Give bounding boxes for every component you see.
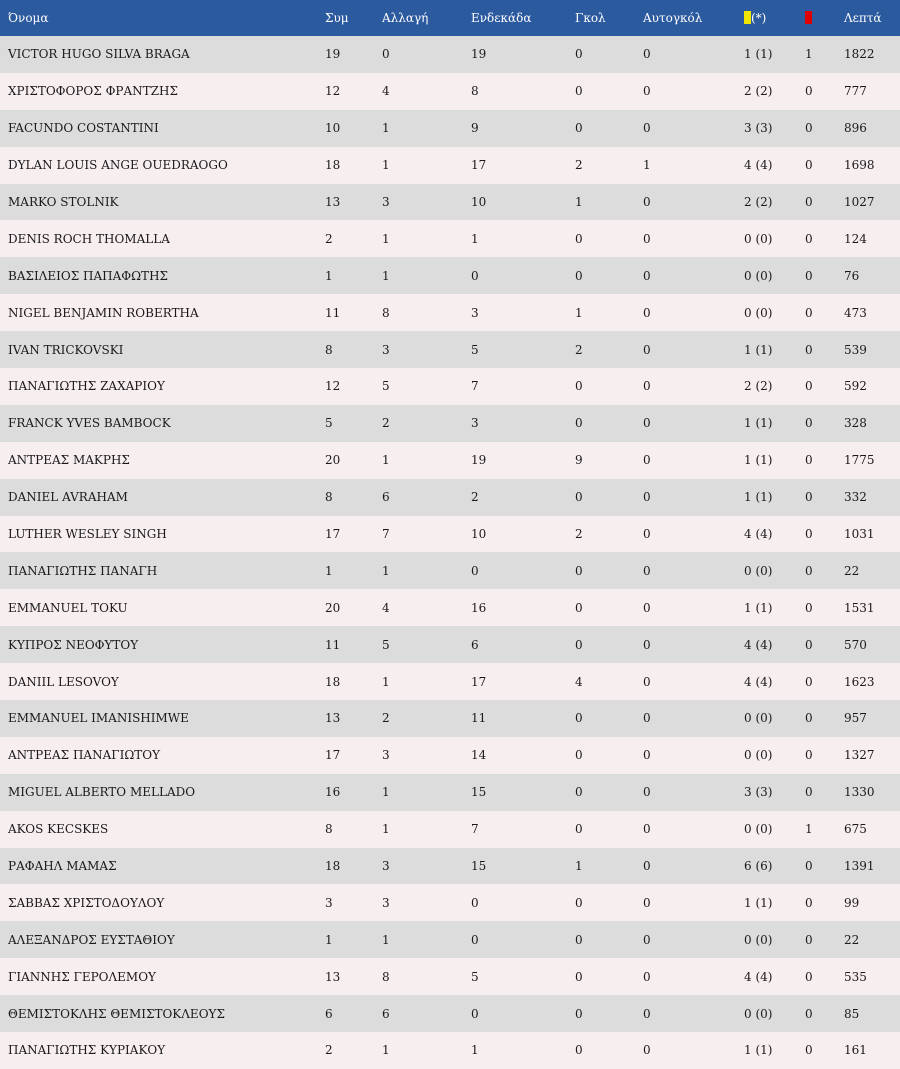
cell-goals: 9 <box>575 453 583 468</box>
table-row <box>0 737 900 774</box>
header-goals[interactable]: Γκολ <box>575 11 606 25</box>
cell-subs: 1 <box>382 822 390 837</box>
cell-subs: 8 <box>382 305 390 320</box>
header-minutes[interactable]: Λεπτά <box>844 11 882 25</box>
cell-red-cards: 0 <box>805 416 813 431</box>
table-row <box>0 884 900 921</box>
cell-subs: 2 <box>382 416 390 431</box>
cell-lineup: 5 <box>471 342 479 357</box>
table-row <box>0 995 900 1032</box>
cell-yellow-cards: 0 (0) <box>744 563 773 578</box>
cell-subs: 1 <box>382 1043 390 1058</box>
header-yellow-cards[interactable] <box>744 0 805 36</box>
cell-player-name[interactable]: DANIIL LESOVOY <box>8 674 119 689</box>
cell-own-goals: 0 <box>643 563 651 578</box>
cell-player-name[interactable]: AKOS KECSKES <box>8 822 109 837</box>
cell-yellow-cards: 4 (4) <box>744 637 773 652</box>
cell-own-goals: 0 <box>643 195 651 209</box>
cell-own-goals: 0 <box>643 342 651 357</box>
cell-subs: 1 <box>382 158 390 173</box>
cell-red-cards: 0 <box>805 969 813 984</box>
table-row <box>0 331 900 368</box>
cell-lineup: 0 <box>471 563 479 578</box>
cell-apps: 20 <box>325 600 341 615</box>
cell-yellow-cards: 1 (1) <box>744 453 773 468</box>
cell-yellow-cards: 1 (1) <box>744 600 773 615</box>
cell-subs: 0 <box>382 47 390 62</box>
table-row <box>0 368 900 405</box>
cell-lineup: 10 <box>471 195 487 209</box>
cell-yellow-cards: 0 (0) <box>744 231 773 246</box>
cell-player-name[interactable]: ΒΑΣΙΛΕΙΟΣ ΠΑΠΑΦΩΤΗΣ <box>8 268 169 283</box>
cell-apps: 18 <box>325 859 341 874</box>
cell-minutes: 570 <box>844 637 867 652</box>
cell-lineup: 15 <box>471 785 487 800</box>
cell-goals: 0 <box>575 600 583 615</box>
header-subs[interactable]: Αλλαγή <box>382 11 429 25</box>
cell-red-cards: 0 <box>805 637 813 652</box>
cell-minutes: 161 <box>844 1043 867 1058</box>
table-row <box>0 442 900 479</box>
cell-red-cards: 0 <box>805 563 813 578</box>
cell-own-goals: 0 <box>643 379 651 394</box>
cell-player-name[interactable]: FRANCK YVES BAMBOCK <box>8 416 171 431</box>
cell-player-name[interactable]: ΑΛΕΞΑΝΔΡΟΣ ΕΥΣΤΑΘΙΟΥ <box>8 932 175 947</box>
cell-player-name[interactable]: ΑΝΤΡΕΑΣ ΠΑΝΑΓΙΩΤΟΥ <box>8 748 161 763</box>
cell-own-goals: 0 <box>643 416 651 431</box>
table-row <box>0 110 900 147</box>
cell-lineup: 0 <box>471 268 479 283</box>
cell-apps: 2 <box>325 1043 333 1058</box>
cell-subs: 2 <box>382 711 390 726</box>
cell-goals: 0 <box>575 84 583 99</box>
cell-minutes: 1027 <box>844 195 875 209</box>
cell-goals: 0 <box>575 121 583 136</box>
cell-subs: 3 <box>382 195 390 209</box>
cell-red-cards: 0 <box>805 453 813 468</box>
cell-goals: 1 <box>575 305 583 320</box>
cell-apps: 12 <box>325 84 341 99</box>
cell-yellow-cards: 3 (3) <box>744 121 773 136</box>
cell-player-name[interactable]: ΡΑΦΑΗΛ ΜΑΜΑΣ <box>8 859 117 874</box>
cell-player-name[interactable]: MIGUEL ALBERTO MELLADO <box>8 785 196 800</box>
cell-goals: 0 <box>575 563 583 578</box>
cell-goals: 0 <box>575 822 583 837</box>
cell-yellow-cards: 1 (1) <box>744 1043 773 1058</box>
cell-goals: 2 <box>575 527 583 542</box>
cell-minutes: 592 <box>844 379 867 394</box>
cell-goals: 0 <box>575 711 583 726</box>
cell-minutes: 1822 <box>844 47 875 62</box>
cell-player-name[interactable]: DENIS ROCH THOMALLA <box>8 231 170 246</box>
cell-subs: 5 <box>382 379 390 394</box>
cell-lineup: 9 <box>471 121 479 136</box>
cell-goals: 0 <box>575 47 583 62</box>
header-row <box>0 0 900 36</box>
cell-yellow-cards: 0 (0) <box>744 1006 773 1021</box>
cell-minutes: 896 <box>844 121 867 136</box>
cell-player-name[interactable]: ΑΝΤΡΕΑΣ ΜΑΚΡΗΣ <box>8 453 130 468</box>
cell-apps: 20 <box>325 453 341 468</box>
cell-own-goals: 0 <box>643 121 651 136</box>
cell-minutes: 124 <box>844 231 867 246</box>
cell-minutes: 1531 <box>844 600 875 615</box>
cell-lineup: 2 <box>471 490 479 505</box>
cell-goals: 1 <box>575 195 583 209</box>
cell-red-cards: 0 <box>805 268 813 283</box>
cell-yellow-cards: 1 (1) <box>744 47 773 62</box>
table-row <box>0 405 900 442</box>
cell-subs: 1 <box>382 231 390 246</box>
cell-player-name[interactable]: FACUNDO COSTANTINI <box>8 121 159 136</box>
cell-apps: 10 <box>325 121 341 136</box>
cell-own-goals: 0 <box>643 785 651 800</box>
table-row <box>0 73 900 110</box>
header-yellow-suffix: (*) <box>751 11 767 25</box>
cell-apps: 8 <box>325 822 333 837</box>
cell-subs: 1 <box>382 932 390 947</box>
cell-subs: 7 <box>382 527 390 542</box>
cell-yellow-cards: 0 (0) <box>744 711 773 726</box>
cell-apps: 8 <box>325 342 333 357</box>
cell-yellow-cards: 1 (1) <box>744 342 773 357</box>
cell-red-cards: 0 <box>805 84 813 99</box>
table-row <box>0 589 900 626</box>
cell-lineup: 14 <box>471 748 487 763</box>
cell-subs: 6 <box>382 490 390 505</box>
table-row <box>0 1032 900 1069</box>
cell-minutes: 539 <box>844 342 867 357</box>
cell-own-goals: 0 <box>643 1043 651 1058</box>
cell-lineup: 0 <box>471 1006 479 1021</box>
cell-player-name[interactable]: NIGEL BENJAMIN ROBERTHA <box>8 305 199 320</box>
cell-apps: 11 <box>325 305 341 320</box>
cell-apps: 5 <box>325 416 333 431</box>
cell-player-name[interactable]: MARKO STOLNIK <box>8 195 119 209</box>
cell-yellow-cards: 3 (3) <box>744 785 773 800</box>
cell-lineup: 17 <box>471 158 487 173</box>
cell-lineup: 15 <box>471 859 487 874</box>
cell-player-name[interactable]: EMMANUEL IMANISHIMWE <box>8 711 189 726</box>
cell-red-cards: 0 <box>805 674 813 689</box>
cell-own-goals: 0 <box>643 969 651 984</box>
cell-minutes: 675 <box>844 822 867 837</box>
header-apps[interactable]: Συμ <box>325 11 349 25</box>
cell-red-cards: 0 <box>805 895 813 910</box>
cell-player-name[interactable]: ΚΥΠΡΟΣ ΝΕΟΦΥΤΟΥ <box>8 637 139 652</box>
cell-yellow-cards: 4 (4) <box>744 674 773 689</box>
cell-goals: 0 <box>575 748 583 763</box>
cell-own-goals: 0 <box>643 748 651 763</box>
cell-yellow-cards: 4 (4) <box>744 969 773 984</box>
cell-goals: 0 <box>575 379 583 394</box>
cell-own-goals: 0 <box>643 895 651 910</box>
cell-minutes: 1623 <box>844 674 875 689</box>
cell-subs: 1 <box>382 268 390 283</box>
cell-subs: 1 <box>382 563 390 578</box>
cell-goals: 0 <box>575 268 583 283</box>
cell-lineup: 1 <box>471 231 479 246</box>
cell-own-goals: 0 <box>643 600 651 615</box>
cell-apps: 18 <box>325 674 341 689</box>
cell-apps: 11 <box>325 637 341 652</box>
cell-apps: 17 <box>325 527 341 542</box>
cell-lineup: 1 <box>471 1043 479 1058</box>
cell-own-goals: 1 <box>643 158 651 173</box>
cell-own-goals: 0 <box>643 84 651 99</box>
cell-yellow-cards: 1 (1) <box>744 490 773 505</box>
cell-subs: 4 <box>382 600 390 615</box>
cell-own-goals: 0 <box>643 711 651 726</box>
red-card-icon <box>805 11 812 24</box>
cell-lineup: 7 <box>471 822 479 837</box>
cell-player-name[interactable]: DYLAN LOUIS ANGE OUEDRAOGO <box>8 158 228 173</box>
cell-own-goals: 0 <box>643 859 651 874</box>
cell-lineup: 19 <box>471 47 487 62</box>
table-row <box>0 848 900 885</box>
cell-yellow-cards: 0 (0) <box>744 822 773 837</box>
cell-lineup: 11 <box>471 711 487 726</box>
header-own-goals[interactable]: Αυτογκόλ <box>643 11 703 25</box>
cell-red-cards: 0 <box>805 379 813 394</box>
cell-goals: 0 <box>575 637 583 652</box>
cell-apps: 12 <box>325 379 341 394</box>
cell-lineup: 8 <box>471 84 479 99</box>
cell-apps: 1 <box>325 268 333 283</box>
cell-red-cards: 0 <box>805 600 813 615</box>
cell-goals: 1 <box>575 859 583 874</box>
table-row <box>0 958 900 995</box>
cell-minutes: 85 <box>844 1006 860 1021</box>
cell-yellow-cards: 2 (2) <box>744 84 773 99</box>
cell-minutes: 22 <box>844 563 860 578</box>
cell-lineup: 6 <box>471 637 479 652</box>
table-row <box>0 36 900 73</box>
table-row <box>0 516 900 553</box>
cell-apps: 1 <box>325 932 333 947</box>
table-row <box>0 294 900 331</box>
cell-apps: 19 <box>325 47 341 62</box>
cell-player-name[interactable]: IVAN TRICKOVSKI <box>8 342 124 357</box>
cell-red-cards: 0 <box>805 231 813 246</box>
cell-yellow-cards: 0 (0) <box>744 305 773 320</box>
cell-minutes: 1698 <box>844 158 875 173</box>
cell-apps: 13 <box>325 711 341 726</box>
cell-subs: 1 <box>382 785 390 800</box>
cell-goals: 0 <box>575 1043 583 1058</box>
cell-minutes: 328 <box>844 416 867 431</box>
header-lineup[interactable]: Ενδεκάδα <box>471 11 532 25</box>
cell-player-name[interactable]: ΧΡΙΣΤΟΦΟΡΟΣ ΦΡΑΝΤΖΗΣ <box>8 84 178 99</box>
cell-minutes: 1775 <box>844 453 875 468</box>
cell-minutes: 1327 <box>844 748 875 763</box>
cell-apps: 2 <box>325 231 333 246</box>
table-row <box>0 257 900 294</box>
cell-goals: 0 <box>575 231 583 246</box>
cell-goals: 2 <box>575 158 583 173</box>
cell-red-cards: 0 <box>805 1006 813 1021</box>
cell-player-name[interactable]: ΣΑΒΒΑΣ ΧΡΙΣΤΟΔΟΥΛΟΥ <box>8 895 165 910</box>
cell-subs: 1 <box>382 453 390 468</box>
table-row <box>0 147 900 184</box>
table-row <box>0 811 900 848</box>
cell-minutes: 777 <box>844 84 867 99</box>
table-body <box>0 36 900 1069</box>
cell-goals: 0 <box>575 969 583 984</box>
table-row <box>0 552 900 589</box>
cell-red-cards: 0 <box>805 342 813 357</box>
cell-red-cards: 0 <box>805 121 813 136</box>
cell-lineup: 10 <box>471 527 487 542</box>
table-row <box>0 479 900 516</box>
yellow-card-icon <box>744 11 751 24</box>
cell-lineup: 0 <box>471 895 479 910</box>
table-row <box>0 220 900 257</box>
cell-lineup: 3 <box>471 416 479 431</box>
cell-yellow-cards: 4 (4) <box>744 158 773 173</box>
cell-subs: 1 <box>382 121 390 136</box>
cell-yellow-cards: 0 (0) <box>744 268 773 283</box>
cell-lineup: 0 <box>471 932 479 947</box>
cell-subs: 8 <box>382 969 390 984</box>
cell-red-cards: 1 <box>805 822 813 837</box>
cell-red-cards: 0 <box>805 158 813 173</box>
cell-minutes: 535 <box>844 969 867 984</box>
cell-minutes: 22 <box>844 932 860 947</box>
cell-goals: 0 <box>575 932 583 947</box>
cell-yellow-cards: 2 (2) <box>744 379 773 394</box>
cell-subs: 3 <box>382 748 390 763</box>
cell-yellow-cards: 0 (0) <box>744 932 773 947</box>
cell-red-cards: 0 <box>805 490 813 505</box>
cell-player-name[interactable]: ΓΙΑΝΝΗΣ ΓΕΡΟΛΕΜΟΥ <box>8 969 156 984</box>
cell-red-cards: 0 <box>805 711 813 726</box>
table-row <box>0 663 900 700</box>
cell-apps: 8 <box>325 490 333 505</box>
cell-subs: 5 <box>382 637 390 652</box>
cell-goals: 0 <box>575 895 583 910</box>
cell-subs: 6 <box>382 1006 390 1021</box>
cell-own-goals: 0 <box>643 932 651 947</box>
table-row <box>0 921 900 958</box>
cell-subs: 3 <box>382 342 390 357</box>
cell-apps: 13 <box>325 969 341 984</box>
cell-goals: 0 <box>575 1006 583 1021</box>
cell-subs: 4 <box>382 84 390 99</box>
cell-subs: 3 <box>382 859 390 874</box>
cell-apps: 3 <box>325 895 333 910</box>
cell-own-goals: 0 <box>643 637 651 652</box>
cell-player-name[interactable]: ΠΑΝΑΓΙΩΤΗΣ ΖΑΧΑΡΙΟΥ <box>8 379 165 394</box>
cell-goals: 0 <box>575 785 583 800</box>
table-row <box>0 184 900 221</box>
cell-yellow-cards: 0 (0) <box>744 748 773 763</box>
cell-minutes: 473 <box>844 305 867 320</box>
cell-lineup: 19 <box>471 453 487 468</box>
cell-goals: 0 <box>575 490 583 505</box>
table-row <box>0 626 900 663</box>
cell-own-goals: 0 <box>643 822 651 837</box>
cell-yellow-cards: 6 (6) <box>744 859 773 874</box>
cell-minutes: 99 <box>844 895 860 910</box>
table-header <box>0 0 900 36</box>
cell-player-name[interactable]: ΠΑΝΑΓΙΩΤΗΣ ΚΥΡΙΑΚΟΥ <box>8 1043 166 1058</box>
cell-own-goals: 0 <box>643 674 651 689</box>
table-row <box>0 774 900 811</box>
cell-lineup: 3 <box>471 305 479 320</box>
cell-yellow-cards: 1 (1) <box>744 895 773 910</box>
cell-own-goals: 0 <box>643 490 651 505</box>
cell-player-name[interactable]: LUTHER WESLEY SINGH <box>8 527 167 542</box>
cell-minutes: 1330 <box>844 785 875 800</box>
cell-yellow-cards: 2 (2) <box>744 195 773 209</box>
cell-red-cards: 0 <box>805 305 813 320</box>
cell-player-name[interactable]: ΘΕΜΙΣΤΟΚΛΗΣ ΘΕΜΙΣΤΟΚΛΕΟΥΣ <box>8 1006 225 1021</box>
cell-red-cards: 0 <box>805 932 813 947</box>
cell-player-name[interactable]: ΠΑΝΑΓΙΩΤΗΣ ΠΑΝΑΓΗ <box>8 563 158 578</box>
cell-own-goals: 0 <box>643 305 651 320</box>
cell-lineup: 7 <box>471 379 479 394</box>
cell-red-cards: 0 <box>805 859 813 874</box>
cell-minutes: 1391 <box>844 859 875 874</box>
table-row <box>0 700 900 737</box>
cell-apps: 13 <box>325 195 341 209</box>
cell-red-cards: 0 <box>805 527 813 542</box>
cell-minutes: 332 <box>844 490 867 505</box>
cell-minutes: 76 <box>844 268 860 283</box>
cell-red-cards: 0 <box>805 785 813 800</box>
cell-own-goals: 0 <box>643 268 651 283</box>
cell-subs: 3 <box>382 895 390 910</box>
cell-red-cards: 0 <box>805 195 813 209</box>
cell-apps: 6 <box>325 1006 333 1021</box>
cell-own-goals: 0 <box>643 231 651 246</box>
cell-own-goals: 0 <box>643 47 651 62</box>
cell-red-cards: 0 <box>805 1043 813 1058</box>
cell-goals: 0 <box>575 416 583 431</box>
cell-apps: 18 <box>325 158 341 173</box>
cell-own-goals: 0 <box>643 453 651 468</box>
cell-yellow-cards: 1 (1) <box>744 416 773 431</box>
cell-lineup: 5 <box>471 969 479 984</box>
cell-yellow-cards: 4 (4) <box>744 527 773 542</box>
cell-subs: 1 <box>382 674 390 689</box>
header-name[interactable] <box>0 0 325 36</box>
cell-red-cards: 0 <box>805 748 813 763</box>
cell-goals: 2 <box>575 342 583 357</box>
cell-goals: 4 <box>575 674 583 689</box>
cell-apps: 16 <box>325 785 341 800</box>
cell-player-name[interactable]: DANIEL AVRAHAM <box>8 490 128 505</box>
cell-own-goals: 0 <box>643 527 651 542</box>
cell-minutes: 1031 <box>844 527 875 542</box>
cell-minutes: 957 <box>844 711 867 726</box>
cell-own-goals: 0 <box>643 1006 651 1021</box>
header-red-cards[interactable] <box>805 0 844 36</box>
cell-apps: 17 <box>325 748 341 763</box>
header-name-label: Όνομα <box>8 11 49 25</box>
cell-apps: 1 <box>325 563 333 578</box>
cell-lineup: 17 <box>471 674 487 689</box>
cell-player-name[interactable]: VICTOR HUGO SILVA BRAGA <box>8 47 190 62</box>
cell-lineup: 16 <box>471 600 487 615</box>
cell-red-cards: 1 <box>805 47 813 62</box>
cell-player-name[interactable]: EMMANUEL TOKU <box>8 600 128 615</box>
